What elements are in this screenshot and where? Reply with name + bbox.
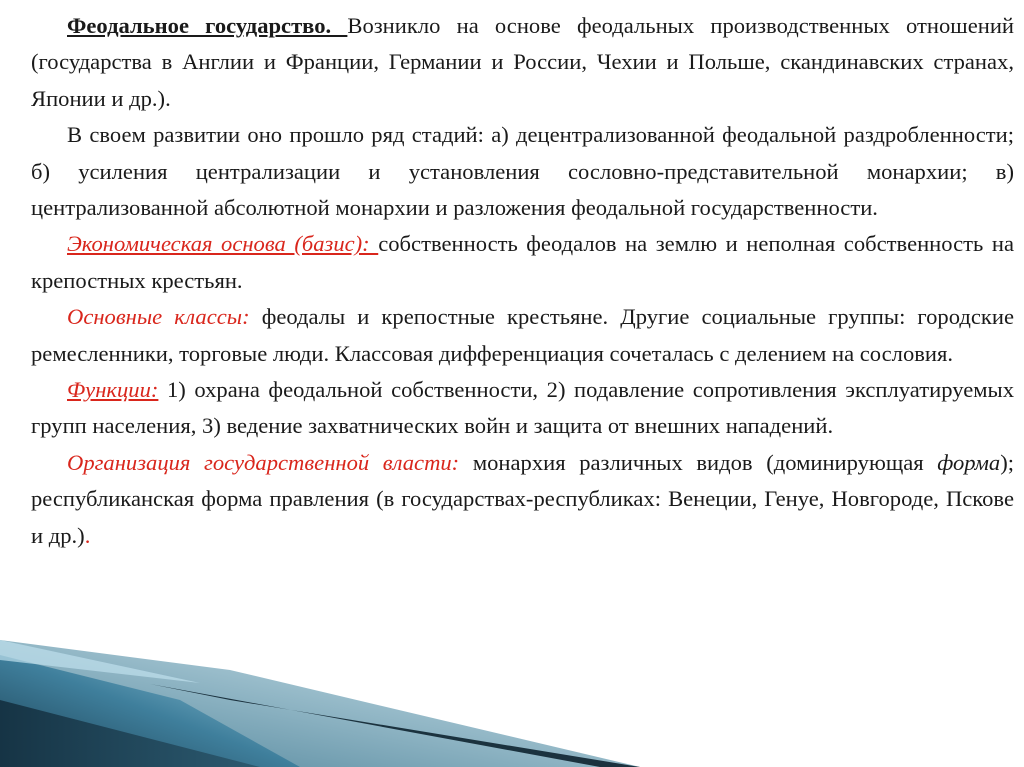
paragraph-text: монархия различных видов (доминирующая <box>459 449 938 475</box>
end-mark: . <box>84 522 91 548</box>
slide-text <box>31 8 1014 554</box>
paragraph-functions <box>31 372 1014 445</box>
paragraph-main-classes <box>31 299 1014 372</box>
paragraph-economic-basis <box>31 226 1014 299</box>
paragraph-text: ); республиканская форма правления (в государствах-республиках: Венеции, Генуе, Новгороде, Пскове и др.) <box>31 449 1014 548</box>
paragraph-text: феодалы и крепостные крестьяне. Другие социальные группы: городские ремесленники, торговые люди. Классовая дифференциация сочеталась с делением на сословия. <box>31 304 1014 366</box>
paragraph-stages <box>31 117 1014 226</box>
paragraph-text: В своем развитии оно прошло ряд стадий: а) децентрализованной феодальной раздробленности; б) усиления централизации и установления сословно-представительной монархии; в) централизованной абсолютной монархии и разложения феодальной государственности. <box>31 122 1014 221</box>
italic-word: форма <box>937 449 1001 475</box>
term-main-classes: Основные классы: <box>67 304 250 330</box>
paragraph-government <box>31 445 1014 554</box>
paragraph-text: Возникло на основе феодальных производственных отношений (государства в Англии и Франции, Германии и России, Чехии и Польше, скандинавских странах, Японии и др.). <box>31 13 1014 111</box>
term-functions: Функции: <box>67 377 159 403</box>
paragraph-feudal-state <box>31 8 1014 117</box>
term-government: Организация государственной власти: <box>67 449 460 475</box>
paragraph-text: собственность феодалов на землю и неполная собственность на крепостных крестьян. <box>31 231 1014 293</box>
term-feudal-state: Феодальное государство. <box>67 13 348 38</box>
term-economic-basis: Экономическая основа (базис): <box>67 231 379 257</box>
paragraph-text: 1) охрана феодальной собственности, 2) подавление сопротивления эксплуатируемых групп населения, 3) ведение захватнических войн и защита от внешних нападений. <box>31 377 1014 439</box>
